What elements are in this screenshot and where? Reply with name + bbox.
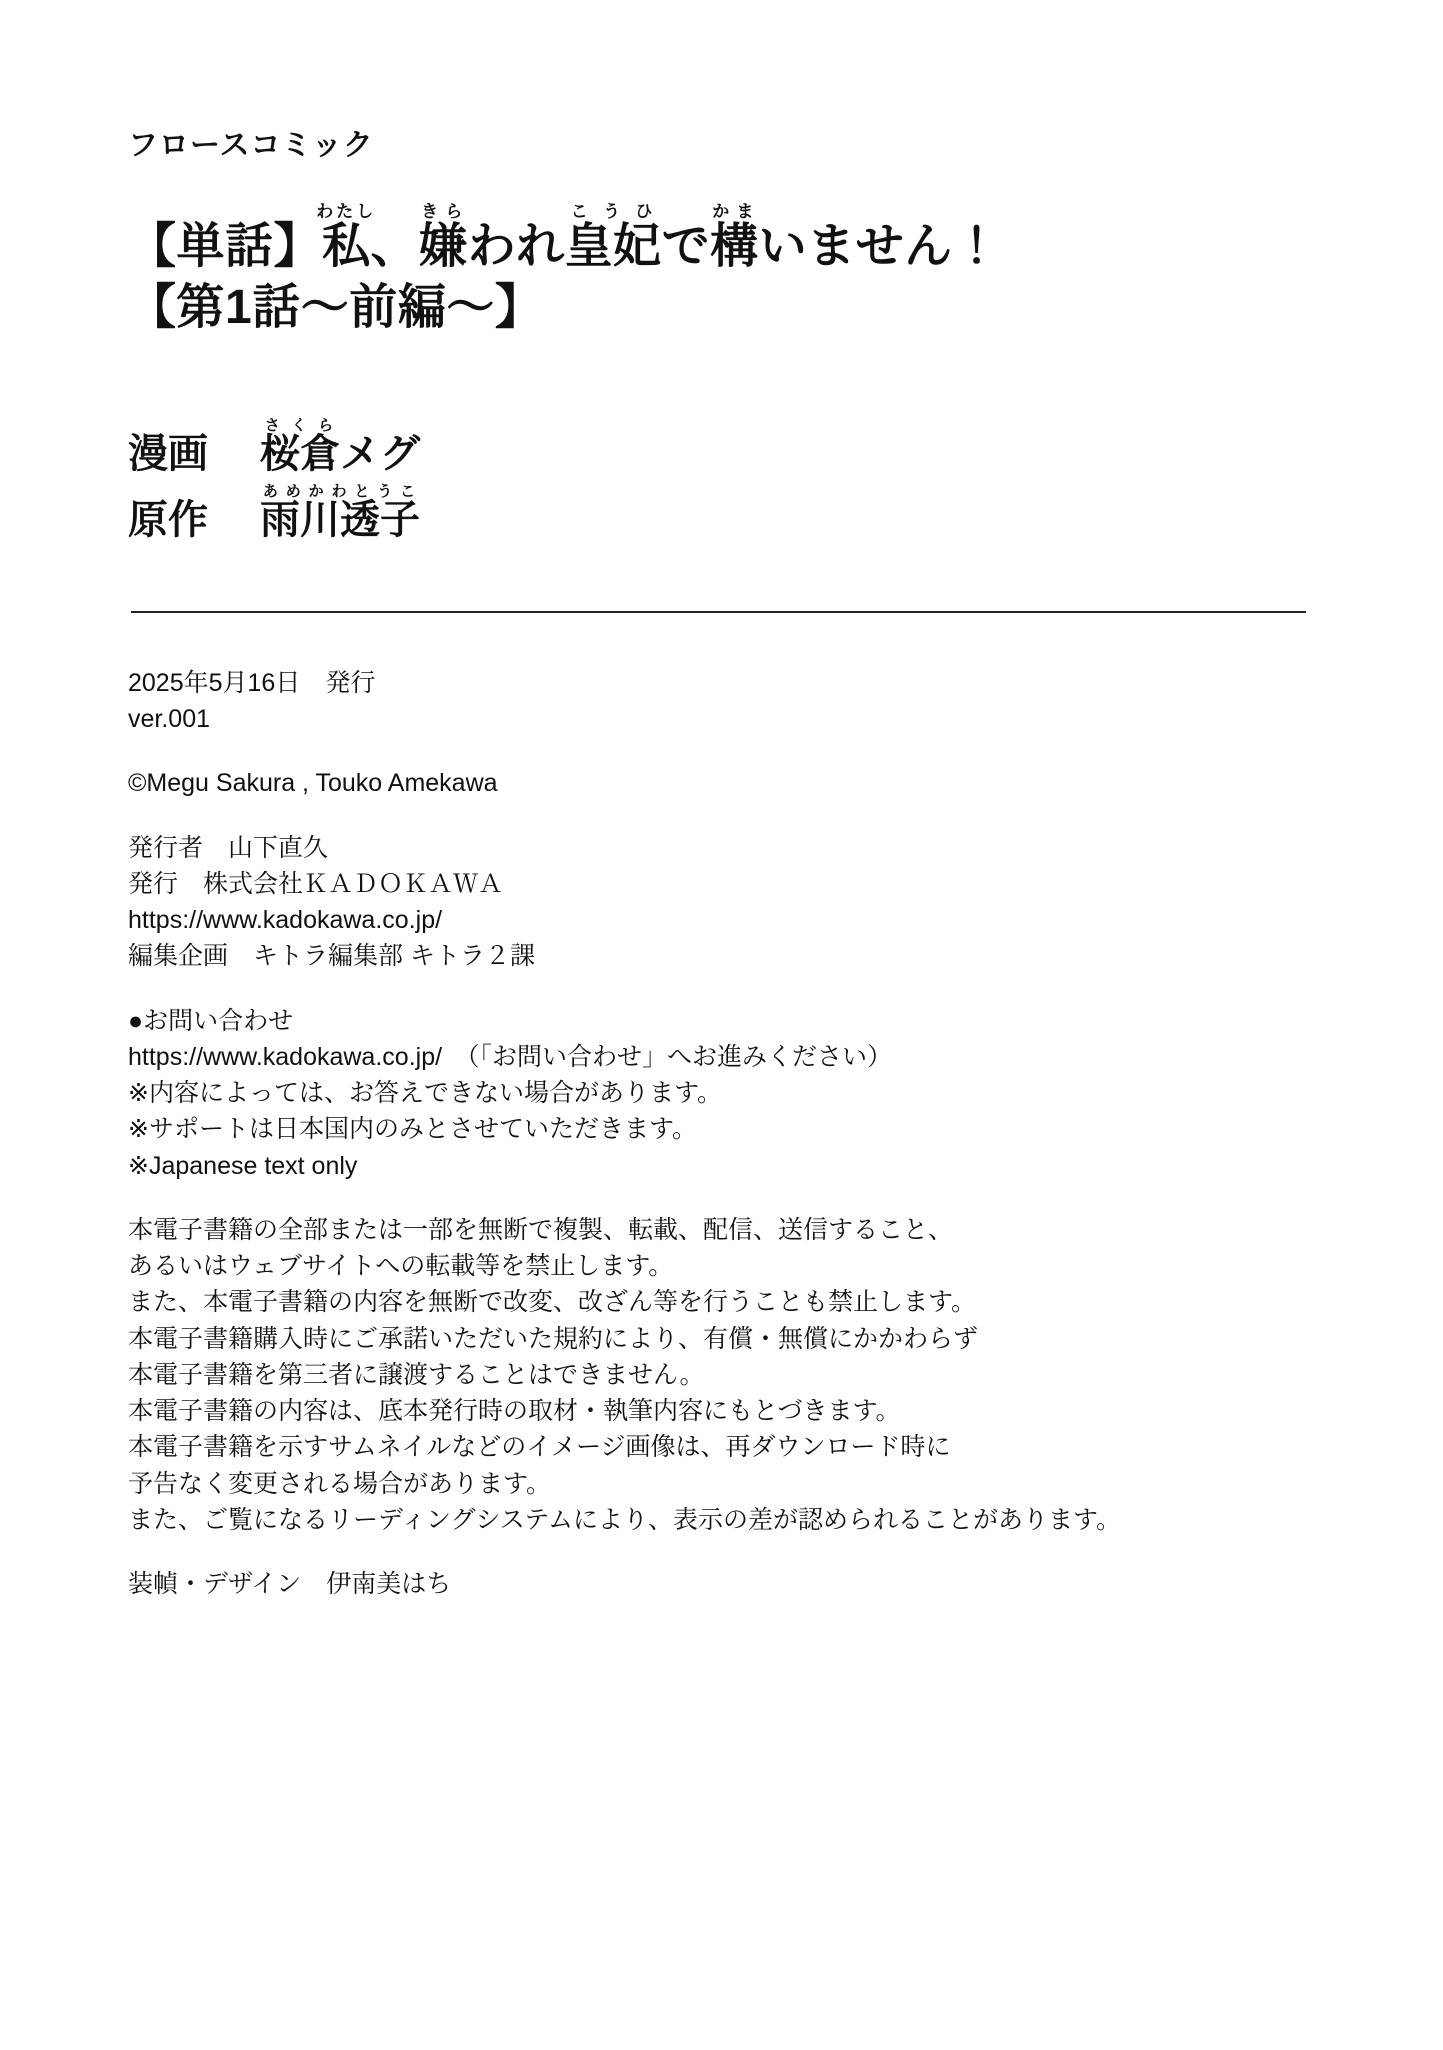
credit-row-manga: [128, 417, 1308, 483]
editorial-info: 編集企画 キトラ編集部 キトラ２課: [128, 942, 535, 971]
publisher-company: 発行 株式会社ＫＡＤＯＫＡＷＡ: [128, 869, 504, 898]
publication-info: [128, 665, 1308, 738]
credits-block: [128, 417, 1308, 549]
contact-section: [128, 1003, 1308, 1184]
design-credit: 装幀・デザイン 伊南美はち: [128, 1570, 452, 1599]
terms-line: 本電子書籍の全部または一部を無断で複製、転載、配信、送信すること、: [128, 1215, 954, 1244]
copyright-line: ©Megu Sakura , Touko Amekawa: [128, 769, 498, 798]
contact-note-1: ※内容によっては、お答えできない場合があります。: [128, 1079, 722, 1108]
publisher-url[interactable]: https://www.kadokawa.co.jp/: [128, 906, 443, 935]
credit-name-gensaku: 雨川透子あめかわとうこ: [260, 482, 420, 542]
terms-line: 本電子書籍を示すサムネイルなどのイメージ画像は、再ダウンロード時に: [128, 1433, 951, 1462]
terms-line: 予告なく変更される場合があります。: [128, 1469, 552, 1498]
page-content: [128, 120, 1308, 1630]
title-ruby-kouhi: 皇妃こうひ: [564, 202, 662, 273]
title-ruby-watashi: 私わたし: [316, 202, 377, 273]
publisher-person: 発行者 山下直久: [128, 833, 329, 862]
contact-heading: ●お問い合わせ: [128, 1006, 294, 1035]
terms-section: [128, 1212, 1308, 1538]
credit-name-manga: 桜倉さくらメグ: [260, 416, 420, 476]
title-ruby-kama: 構かま: [710, 202, 759, 273]
publisher-info: [128, 830, 1308, 975]
section-divider: [131, 611, 1306, 613]
terms-line: 本電子書籍購入時にご承諾いただいた規約により、有償・無償にかかわらず: [128, 1324, 979, 1353]
title-line-1: 【単話】私わたし、嫌きらわれ皇妃こうひで構かまいません！: [128, 202, 1002, 273]
publication-date: 2025年5月16日 発行: [128, 668, 376, 697]
title-line-2: 【第1話〜前編〜】: [128, 281, 544, 335]
contact-url-line[interactable]: https://www.kadokawa.co.jp/ （「お問い合わせ」へお進みください）: [128, 1042, 893, 1071]
colophon-block: [128, 665, 1308, 1603]
contact-note-3: ※Japanese text only: [128, 1151, 358, 1180]
terms-line: また、ご覧になるリーディングシステムにより、表示の差が認められることがあります。: [128, 1505, 1122, 1534]
contact-note-2: ※サポートは日本国内のみとさせていただきます。: [128, 1115, 697, 1144]
terms-line: また、本電子書籍の内容を無断で改変、改ざん等を行うことも禁止します。: [128, 1288, 977, 1317]
imprint-label: フロースコミック: [128, 129, 374, 162]
title-block: [128, 202, 1308, 339]
credit-row-gensaku: [128, 483, 1308, 549]
credit-role-manga: 漫画: [128, 431, 208, 476]
terms-line: 本電子書籍を第三者に譲渡することはできません。: [128, 1360, 705, 1389]
terms-line: 本電子書籍の内容は、底本発行時の取材・執筆内容にもとづきます。: [128, 1397, 901, 1426]
version-label: ver.001: [128, 705, 211, 734]
terms-line: あるいはウェブサイトへの転載等を禁止します。: [128, 1252, 674, 1281]
title-ruby-kira: 嫌きら: [419, 202, 468, 273]
credit-role-gensaku: 原作: [128, 497, 208, 542]
